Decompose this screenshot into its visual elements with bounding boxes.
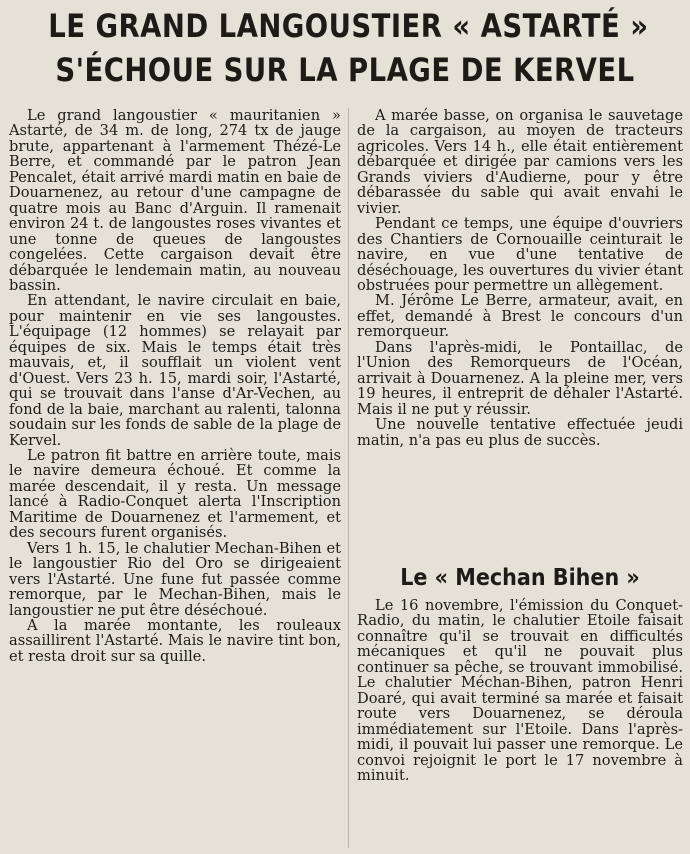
paragraph: Pendant ce temps, une équipe d'ouvriers des Chantiers de Cornouaille ceinturait le navire, en vue d'une tentative de déséchouage, les ouvertures du vivier étant obstruées pour permettre un allègement.	[357, 215, 683, 294]
paragraph: Vers 1 h. 15, le chalutier Mechan-Bihen et le langoustier Rio del Oro se dirigeaient vers l'Astarté. Une fune fut passée comme remorque, par le Mechan-Bihen, mais le langoustier ne put être déséchoué.	[9, 539, 341, 619]
subheading: Le « Mechan Bihen »	[400, 565, 640, 591]
headline-line-1: LE GRAND LANGOUSTIER « ASTARTÉ »	[48, 7, 649, 45]
paragraph: En attendant, le navire circulait en baie, pour maintenir en vie ses langoustes. L'équipage (12 hommes) se relayait par équipes de six. Mais le temps était très mauvais, et, il soufflait un violent vent d'Ouest. Vers 23 h. 15, mardi soir, l'Astarté, qui se trouvait dans l'anse d'Ar-Vechen, au fond de la baie, marchant au ralenti, talonna soudain sur les fonds de sable de la plage de Kervel.	[9, 292, 341, 449]
paragraph: Le grand langoustier « mauritanien » Astarté, de 34 m. de long, 274 tx de jauge brute, appartenant à l'armement Thézé-Le Berre, et commandé par le patron Jean Pencalet, était arrivé mardi matin en baie de Douarnenez, au retour d'une campagne de quatre mois au Banc d'Arguin. Il ramenait environ 24 t. de langoustes roses vivantes et une tonne de queues de langoustes congelées. Cette cargaison devait être débarquée le lendemain matin, au nouveau bassin.	[9, 107, 341, 294]
paragraph: Dans l'après-midi, le Pontaillac, de l'Union des Remorqueurs de l'Océan, arrivait à Douarnenez. A la pleine mer, vers 19 heures, il entreprit de déhaler l'Astarté. Mais il ne put y réussir.	[357, 338, 683, 418]
left-column	[9, 108, 341, 664]
right-column-bottom	[357, 598, 683, 783]
paragraph: A marée basse, on organisa le sauvetage de la cargaison, au moyen de tracteurs agricoles. Vers 14 h., elle était entièrement débarquée et dirigée par camions vers les Grands viviers d'Audierne, pour y être débarassée du sable qui avait envahi le vivier.	[357, 107, 683, 217]
paragraph: A la marée montante, les rouleaux assaillirent l'Astarté. Mais le navire tint bon, et resta droit sur sa quille.	[9, 616, 341, 665]
column-divider	[348, 108, 349, 848]
headline	[48, 4, 649, 92]
paragraph: M. Jérôme Le Berre, armateur, avait, en effet, demandé à Brest le concours d'un remorqueur.	[357, 292, 683, 341]
paragraph: Une nouvelle tentative effectuée jeudi matin, n'a pas eu plus de succès.	[357, 416, 683, 449]
paragraph: Le 16 novembre, l'émission du Conquet-Radio, du matin, le chalutier Etoile faisait connaître qu'il se trouvait en difficultés mécaniques et qu'il ne pouvait plus continuer sa pêche, se trouvant immobilisé. Le chalutier Méchan-Bihen, patron Henri Doaré, qui avait terminé sa marée et faisait route vers Douarnenez, se déroula immédiatement sur l'Etoile. Dans l'après-midi, il pouvait lui passer une remorque. Le convoi rejoignit le port le 17 novembre à minuit.	[357, 597, 683, 784]
headline-line-2: S'ÉCHOUE SUR LA PLAGE DE KERVEL	[55, 51, 635, 89]
paragraph: Le patron fit battre en arrière toute, mais le navire demeura échoué. Et comme la marée descendait, il y resta. Un message lancé à Radio-Conquet alerta l'Inscription Maritime de Douarnenez et l'armement, et des secours furent organisés.	[9, 446, 341, 542]
right-column-top	[357, 108, 683, 448]
